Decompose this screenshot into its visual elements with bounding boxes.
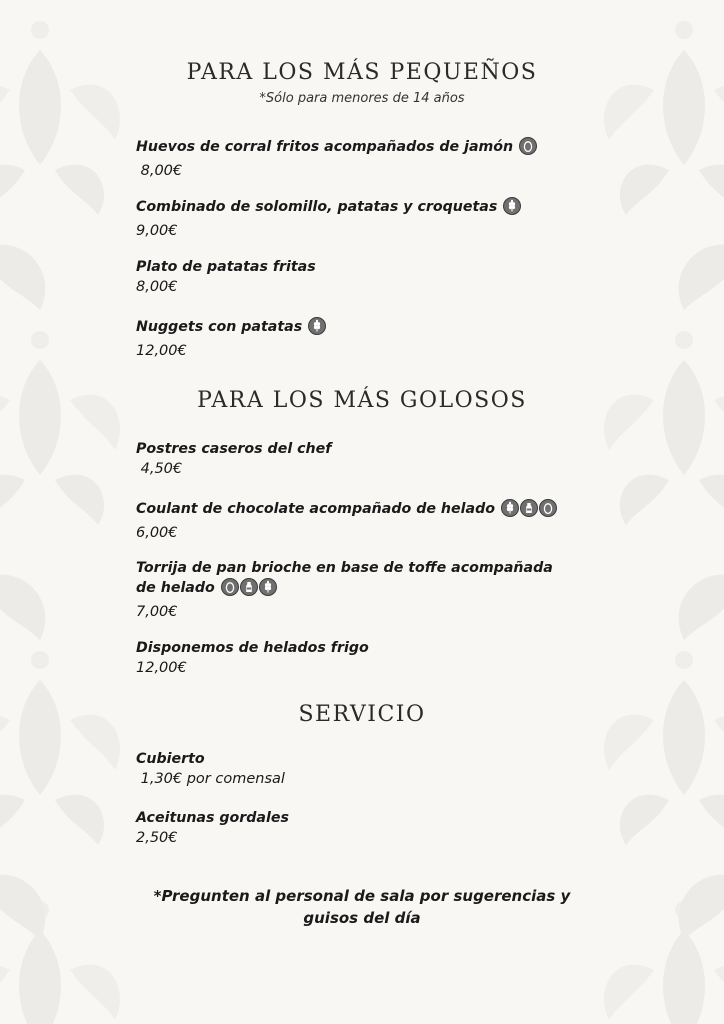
item-price: 12,00€	[136, 660, 187, 676]
item-name: Nuggets con patatas	[136, 319, 303, 335]
menu-item	[136, 197, 576, 241]
item-price: 6,00€	[136, 525, 178, 541]
item-name: Torrija de pan brioche en base de toffe acompañada de helado	[136, 560, 553, 596]
item-name: Coulant de chocolate acompañado de helado	[136, 501, 495, 517]
item-price: 12,00€	[136, 343, 187, 359]
menu-item	[136, 257, 576, 297]
item-price: 8,00€	[136, 279, 178, 295]
menu-item	[136, 137, 576, 181]
item-price: 8,00€	[136, 163, 183, 179]
item-name: Huevos de corral fritos acompañados de jamón	[136, 139, 514, 155]
menu-item	[136, 499, 576, 543]
egg-icon	[519, 137, 537, 155]
footer-note: *Pregunten al personal de sala por sugerencias y guisos del día	[153, 887, 571, 927]
milk-icon	[240, 578, 258, 596]
item-price: 9,00€	[136, 223, 178, 239]
allergen-list	[308, 317, 327, 341]
item-price: 2,50€	[136, 830, 178, 846]
item-price: 4,50€	[136, 461, 183, 477]
gluten-icon	[501, 499, 519, 517]
egg-icon	[539, 499, 557, 517]
item-price: 1,30€ por comensal	[136, 771, 285, 787]
menu-item	[136, 638, 576, 678]
item-name: Disponemos de helados frigo	[136, 640, 369, 656]
gluten-icon	[308, 317, 326, 335]
item-name: Combinado de solomillo, patatas y croquetas	[136, 199, 498, 215]
section-title-golosos: PARA LOS MÁS GOLOSOS	[197, 388, 527, 413]
menu-item	[136, 439, 576, 479]
item-name: Postres caseros del chef	[136, 441, 332, 457]
allergen-list	[221, 578, 278, 602]
menu-item	[136, 558, 576, 622]
menu-item	[136, 808, 576, 848]
menu-item	[136, 749, 576, 789]
gluten-icon	[503, 197, 521, 215]
milk-icon	[520, 499, 538, 517]
section-title-pequenos: PARA LOS MÁS PEQUEÑOS	[186, 60, 538, 85]
allergen-list	[501, 499, 558, 523]
item-name: Aceitunas gordales	[136, 810, 289, 826]
egg-icon	[221, 578, 239, 596]
gluten-icon	[259, 578, 277, 596]
allergen-list	[519, 137, 538, 161]
item-name: Plato de patatas fritas	[136, 259, 316, 275]
allergen-list	[503, 197, 522, 221]
section-title-servicio: SERVICIO	[298, 702, 426, 727]
menu-item	[136, 317, 576, 361]
item-name: Cubierto	[136, 751, 205, 767]
item-price: 7,00€	[136, 604, 178, 620]
section-subtitle-pequenos: *Sólo para menores de 14 años	[259, 91, 465, 106]
